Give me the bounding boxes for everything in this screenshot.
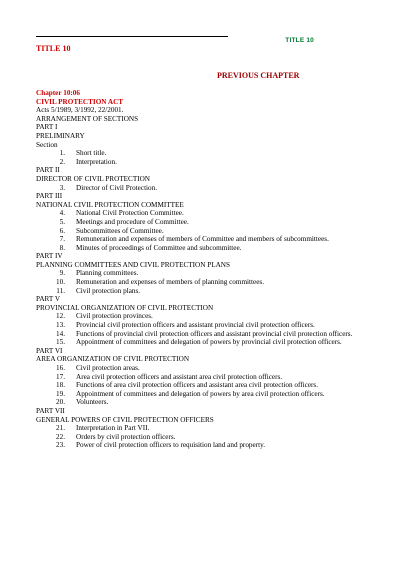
section-number: 23. xyxy=(56,441,65,450)
part-name: PRELIMINARY xyxy=(36,131,85,140)
section-title: Volunteers. xyxy=(76,398,109,407)
section-entry[interactable] xyxy=(36,218,360,227)
section-number: 11. xyxy=(56,286,65,295)
part-label: PART IV xyxy=(36,252,63,261)
section-number: 5. xyxy=(59,217,65,226)
section-title: Interpretation. xyxy=(76,157,117,166)
section-title: Civil protection areas. xyxy=(76,364,140,372)
section-entry[interactable] xyxy=(36,244,360,253)
section-entry[interactable] xyxy=(36,433,360,442)
section-title: Appointment of committees and delegation of powers by area civil protection officers. xyxy=(76,389,325,398)
part-name: NATIONAL CIVIL PROTECTION COMMITTEE xyxy=(36,200,184,209)
section-title: Civil protection provinces. xyxy=(76,312,153,321)
section-title: Subcommittees of Committee. xyxy=(76,226,164,235)
part-label: PART I xyxy=(36,123,58,132)
section-entry[interactable] xyxy=(36,398,360,407)
section-entry[interactable] xyxy=(36,321,360,330)
section-title: Orders by civil protection officers. xyxy=(76,432,176,441)
header-title-tag: TITLE 10 xyxy=(285,37,314,44)
section-number: 16. xyxy=(56,364,65,372)
section-title: Interpretation in Part VII. xyxy=(76,424,150,433)
section-title: Appointment of committees and delegation of powers by provincial civil protection officers. xyxy=(76,338,342,347)
section-title: Functions of provincial civil protection officers and assistant provincial civil protection officers. xyxy=(76,329,353,338)
section-entry[interactable] xyxy=(36,424,360,433)
part-name: GENERAL POWERS OF CIVIL PROTECTION OFFICERS xyxy=(36,415,214,424)
section-title: Area civil protection officers and assistant area civil protection officers. xyxy=(76,372,283,381)
page-title: TITLE 10 xyxy=(36,44,71,53)
section-entry[interactable] xyxy=(36,338,360,347)
section-title: Planning committees. xyxy=(76,269,139,278)
part-name: AREA ORGANIZATION OF CIVIL PROTECTION xyxy=(36,355,190,364)
section-number: 14. xyxy=(56,329,65,338)
section-entry[interactable] xyxy=(36,158,360,167)
section-title: Civil protection plans. xyxy=(76,286,141,295)
section-entry[interactable] xyxy=(36,209,360,218)
part-label: PART VII xyxy=(36,406,65,415)
section-number: 18. xyxy=(56,381,65,390)
section-number: 17. xyxy=(56,372,65,381)
section-entry[interactable] xyxy=(36,312,360,321)
section-number: 22. xyxy=(56,432,65,441)
part-name: PLANNING COMMITTEES AND CIVIL PROTECTION PLANS xyxy=(36,260,230,269)
section-entry[interactable] xyxy=(36,390,360,399)
section-title: Director of Civil Protection. xyxy=(76,183,158,192)
section-title: Remuneration and expenses of members of Committee and members of subcommittees. xyxy=(76,235,329,244)
section-number: 4. xyxy=(59,209,65,218)
acts-list: Acts 5/1989, 3/1992, 22/2001. xyxy=(36,106,124,115)
section-number: 15. xyxy=(56,338,65,347)
act-name: CIVIL PROTECTION ACT xyxy=(36,97,124,106)
section-title: Remuneration and expenses of members of planning committees. xyxy=(76,278,265,287)
section-number: 2. xyxy=(59,157,65,166)
section-entry[interactable] xyxy=(36,381,360,390)
document-body xyxy=(36,89,360,450)
section-label: Section xyxy=(36,140,58,149)
section-entry[interactable] xyxy=(36,441,360,450)
section-entry[interactable] xyxy=(36,227,360,236)
section-number: 12. xyxy=(56,312,65,321)
section-number: 1. xyxy=(59,149,65,158)
section-entry[interactable] xyxy=(36,364,360,373)
part-label: PART II xyxy=(36,166,60,175)
chapter-number: Chapter 10:06 xyxy=(36,89,80,97)
section-title: National Civil Protection Committee. xyxy=(76,209,184,218)
part-label: PART III xyxy=(36,192,63,201)
part-name: PROVINCIAL ORGANIZATION OF CIVIL PROTECTION xyxy=(36,303,214,312)
section-entry[interactable] xyxy=(36,278,360,287)
section-title: Minutes of proceedings of Committee and subcommittee. xyxy=(76,243,242,252)
section-entry[interactable] xyxy=(36,287,360,296)
section-number: 13. xyxy=(56,321,65,330)
section-entry[interactable] xyxy=(36,269,360,278)
header-rule xyxy=(36,36,228,37)
section-number: 9. xyxy=(59,269,65,278)
section-title: Meetings and procedure of Committee. xyxy=(76,217,189,226)
section-number: 21. xyxy=(56,424,65,433)
section-entry[interactable] xyxy=(36,373,360,382)
section-entry[interactable] xyxy=(36,149,360,158)
section-number: 8. xyxy=(59,243,65,252)
section-number: 6. xyxy=(59,226,65,235)
section-title: Power of civil protection officers to requisition land and property. xyxy=(76,441,266,450)
previous-chapter-link[interactable]: PREVIOUS CHAPTER xyxy=(217,71,300,80)
section-number: 7. xyxy=(59,235,65,244)
part-name: DIRECTOR OF CIVIL PROTECTION xyxy=(36,174,151,183)
section-number: 10. xyxy=(56,278,65,287)
section-number: 19. xyxy=(56,389,65,398)
section-number: 20. xyxy=(56,398,65,407)
part-label: PART VI xyxy=(36,346,63,355)
section-entry[interactable] xyxy=(36,184,360,193)
section-title: Short title. xyxy=(76,149,107,158)
section-number: 3. xyxy=(59,183,65,192)
section-entry[interactable] xyxy=(36,235,360,244)
section-title: Provincial civil protection officers and assistant provincial civil protection officers. xyxy=(76,321,315,330)
arrangement-heading: ARRANGEMENT OF SECTIONS xyxy=(36,114,139,123)
section-title: Functions of area civil protection officers and assistant area civil protection officers. xyxy=(76,381,319,390)
section-entry[interactable] xyxy=(36,330,360,339)
part-label: PART V xyxy=(36,295,61,304)
